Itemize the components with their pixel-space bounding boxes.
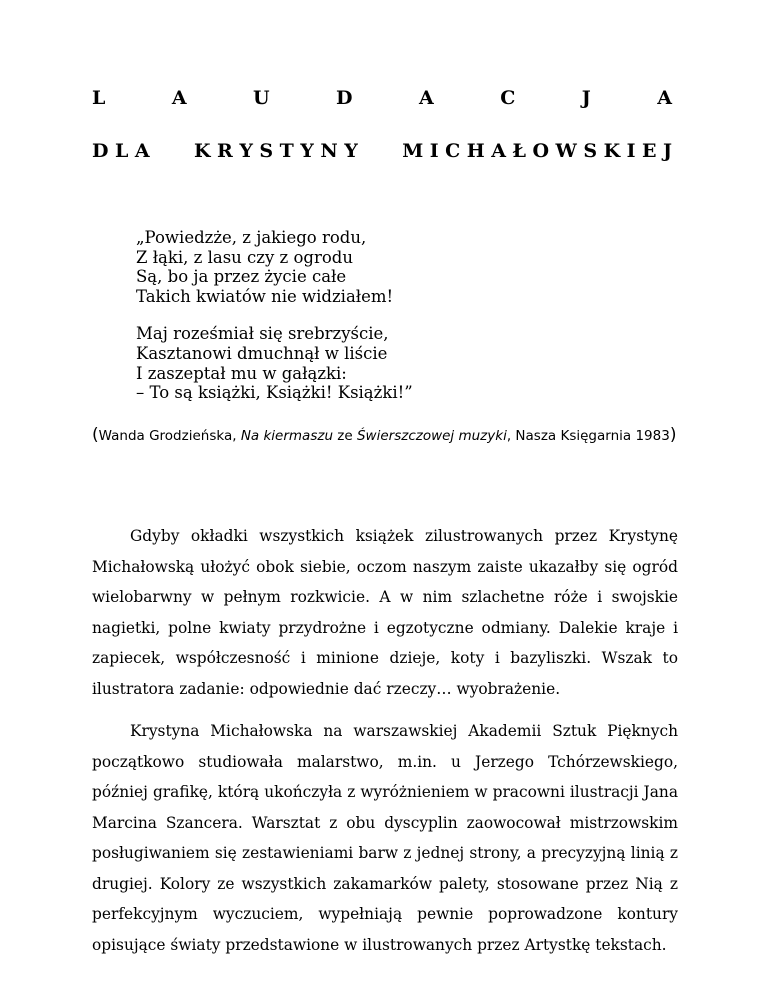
- citation-author: Wanda Grodzieńska,: [98, 428, 241, 444]
- subtitle-letter: A: [134, 140, 150, 162]
- poem-line: Kasztanowi dmuchnął w liście: [136, 343, 388, 363]
- poem-line: „Powiedzże, z jakiego rodu,: [136, 228, 367, 247]
- citation-collection: Świerszczowej muzyki: [356, 428, 507, 444]
- title-letter: L: [92, 87, 106, 109]
- poem-line: Są, bo ja przez życie całe: [136, 267, 347, 287]
- document-title: [92, 87, 672, 109]
- subtitle-letter: I: [626, 140, 636, 162]
- poem-line: Maj roześmiał się srebrzyście,: [136, 324, 389, 344]
- subtitle-letter: C: [445, 140, 461, 162]
- subtitle-letter: I: [429, 140, 439, 162]
- subtitle-letter: D: [92, 140, 109, 162]
- poem-line: Z łąki, z lasu czy z ogrodu: [136, 247, 353, 267]
- title-letter: C: [500, 87, 516, 109]
- subtitle-letter: Y: [344, 140, 358, 162]
- subtitle-letter: K: [194, 140, 211, 162]
- title-letter: A: [418, 87, 434, 109]
- poem-citation: [92, 425, 676, 445]
- poem-line: – To są książki, Książki! Książki!”: [136, 383, 413, 403]
- subtitle-letter: Ł: [512, 140, 526, 162]
- poem-line: I zaszeptał mu w gałązki:: [136, 363, 347, 383]
- poem-stanza: [136, 324, 413, 402]
- title-letter: J: [581, 87, 591, 109]
- citation-work: Na kiermaszu: [240, 428, 333, 444]
- subtitle-letter: Y: [239, 140, 253, 162]
- poem-stanza: [136, 228, 413, 306]
- subtitle-letter: O: [532, 140, 550, 162]
- body-paragraph: Gdyby okładki wszystkich książek zilustrowanych przez Krystynę Michałowską ułożyć obok siebie, oczom naszym zaiste ukazałby się ogród wielobarwny w pełnym rozkwicie. A w nim szlachetne róże i swojskie nagietki, polne kwiaty przydrożne i egzotyczne odmiany. Dalekie kraje i zapiecek, współczesność i minione dzieje, koty i bazyliszki. Wszak to ilustratora zadanie: odpowiednie dać rzeczy… wyobrażenie.: [92, 527, 678, 698]
- title-letter: D: [336, 87, 353, 109]
- subtitle-word: [194, 140, 358, 162]
- subtitle-letter: A: [491, 140, 506, 162]
- subtitle-letter: Y: [300, 140, 314, 162]
- title-letter: U: [253, 87, 270, 109]
- subtitle-letter: E: [642, 140, 657, 162]
- document-subtitle: [92, 140, 672, 162]
- body-paragraph: Krystyna Michałowska na warszawskiej Akademii Sztuk Pięknych początkowo studiowała malarstwo, m.in. u Jerzego Tchórzewskiego, później grafikę, którą ukończyła z wyróżnieniem w pracowni ilustracji Jana Marcina Szancera. Warsztat z obu dyscyplin zaowocował mistrzowskim posługiwaniem się zestawieniami barw z jednej strony, a precyzyjną linią z drugiej. Kolory ze wszystkich zakamarków palety, stosowane przez Nią z perfekcyjnym wyczuciem, wypełniają pewnie poprowadzone kontury opisujące światy przedstawione w ilustrowanych przez Artystkę tekstach.: [92, 722, 678, 954]
- subtitle-word: [92, 140, 150, 162]
- poem-epigraph: [136, 228, 413, 403]
- subtitle-letter: K: [603, 140, 621, 162]
- subtitle-letter: T: [279, 140, 294, 162]
- citation-close-paren: ): [669, 425, 677, 445]
- subtitle-letter: L: [114, 140, 129, 162]
- title-letter: A: [171, 87, 187, 109]
- subtitle-letter: S: [259, 140, 274, 162]
- subtitle-letter: R: [217, 140, 233, 162]
- subtitle-letter: S: [583, 140, 598, 162]
- title-letter: A: [657, 87, 672, 109]
- subtitle-letter: M: [402, 140, 424, 162]
- subtitle-letter: W: [555, 140, 577, 162]
- subtitle-word: [402, 140, 672, 162]
- subtitle-letter: H: [466, 140, 485, 162]
- citation-connector: ze: [333, 428, 357, 444]
- body-text: [92, 521, 678, 960]
- subtitle-letter: N: [320, 140, 338, 162]
- citation-open-paren: (: [92, 425, 99, 445]
- citation-publisher: , Nasza Księgarnia 1983: [506, 428, 670, 444]
- poem-line: Takich kwiatów nie widziałem!: [136, 286, 394, 306]
- subtitle-letter: J: [663, 140, 672, 162]
